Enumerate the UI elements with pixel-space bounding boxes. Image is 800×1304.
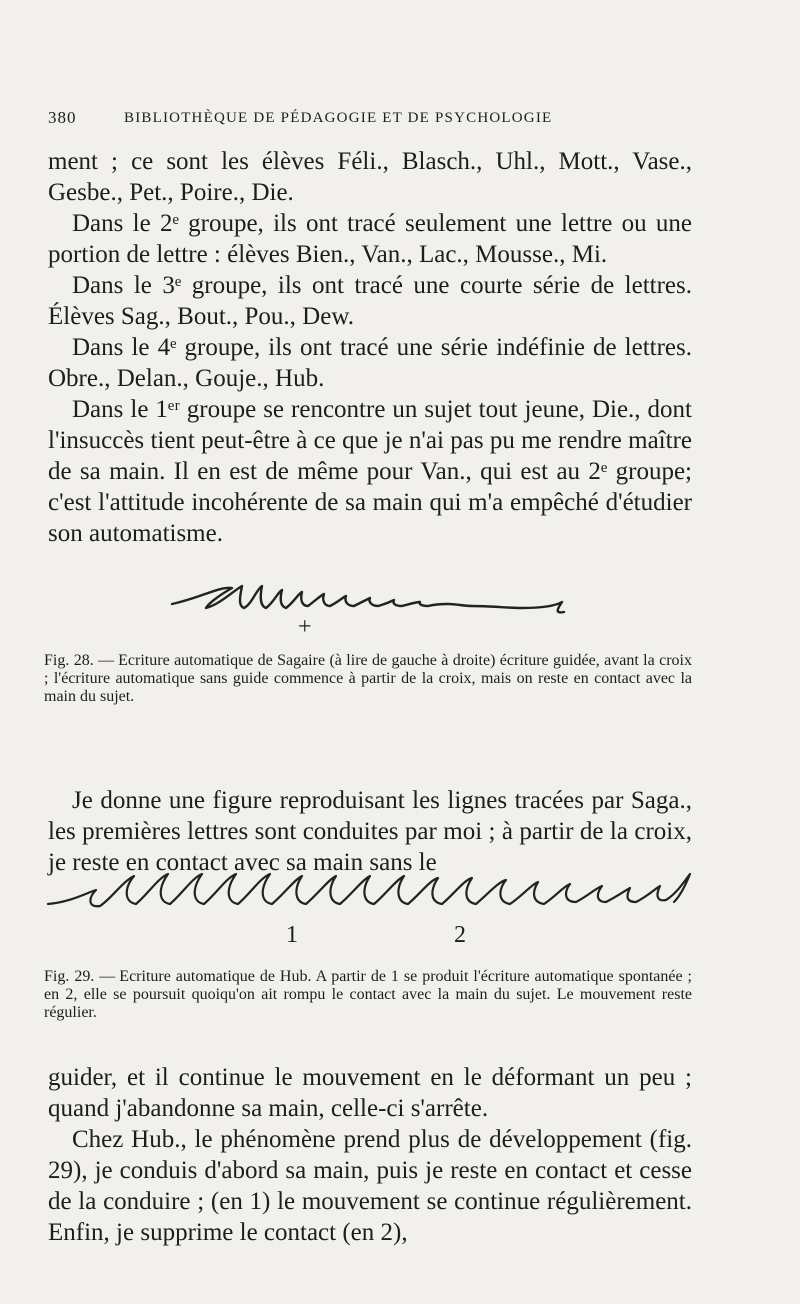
- figure-28: [160, 568, 580, 648]
- figure-29: [40, 858, 700, 954]
- paragraph: Dans le 3ᵉ groupe, ils ont tracé une courte série de lettres. Élèves Sag., Bout., Pou., Dew.: [48, 272, 692, 330]
- marker-1: 1: [286, 922, 298, 948]
- text-block-1: [48, 146, 692, 549]
- paragraph: Je donne une figure reproduisant les lignes tracées par Saga., les premières lettres sont conduites par moi ; à partir de la croix, je reste en contact avec sa main sans le: [48, 787, 692, 876]
- marker-2: 2: [454, 922, 466, 948]
- paragraph: Chez Hub., le phénomène prend plus de développement (fig. 29), je conduis d'abord sa main, puis je reste en contact et cesse de la conduire ; (en 1) le mouvement se continue régulièrement. Enfin, je supprime le contact (en 2),: [48, 1126, 692, 1246]
- paragraph: Dans le 4ᵉ groupe, ils ont tracé une série indéfinie de lettres. Obre., Delan., Gouje., Hub.: [48, 334, 692, 392]
- caption-label: Fig. 28. —: [44, 652, 115, 669]
- paragraph: ment ; ce sont les élèves Féli., Blasch., Uhl., Mott., Vase., Gesbe., Pet., Poire., Die.: [48, 148, 692, 206]
- page-number: 380: [48, 108, 77, 127]
- caption-text: Ecriture automatique de Hub. A partir de 1 se produit l'écriture automatique spontanée ; en 2, elle se poursuit quoiqu'on ait rompu le contact avec la main du sujet. Le mouvement reste régulier.: [44, 968, 692, 1021]
- paragraph: Dans le 2ᵉ groupe, ils ont tracé seulement une lettre ou une portion de lettre : élèves Bien., Van., Lac., Mousse., Mi.: [48, 210, 692, 268]
- paragraph: Dans le 1ᵉʳ groupe se rencontre un sujet tout jeune, Die., dont l'insuccès tient peut-être à ce que je n'ai pas pu me rendre maître de sa main. Il en est de même pour Van., qui est au 2ᵉ groupe; c'est l'attitude incohérente de sa main qui m'a empêché d'étudier son automatisme.: [48, 396, 692, 547]
- caption-label: Fig. 29. —: [44, 968, 116, 985]
- paragraph: guider, et il continue le mouvement en le déformant un peu ; quand j'abandonne sa main, celle-ci s'arrête.: [48, 1064, 692, 1122]
- figure-28-caption: [44, 652, 692, 706]
- caption-text: Ecriture automatique de Sagaire (à lire de gauche à droite) écriture guidée, avant la croix ; l'écriture automatique sans guide commence à partir de la croix, mais on reste en contact avec la main du sujet.: [44, 652, 692, 705]
- figure-29-handwriting: [40, 858, 700, 928]
- cross-marker: +: [298, 614, 312, 640]
- running-title: BIBLIOTHÈQUE DE PÉDAGOGIE ET DE PSYCHOLOGIE: [124, 110, 553, 126]
- figure-29-caption: [44, 968, 692, 1022]
- text-block-3: [48, 1062, 692, 1248]
- figure-28-handwriting: [160, 568, 580, 648]
